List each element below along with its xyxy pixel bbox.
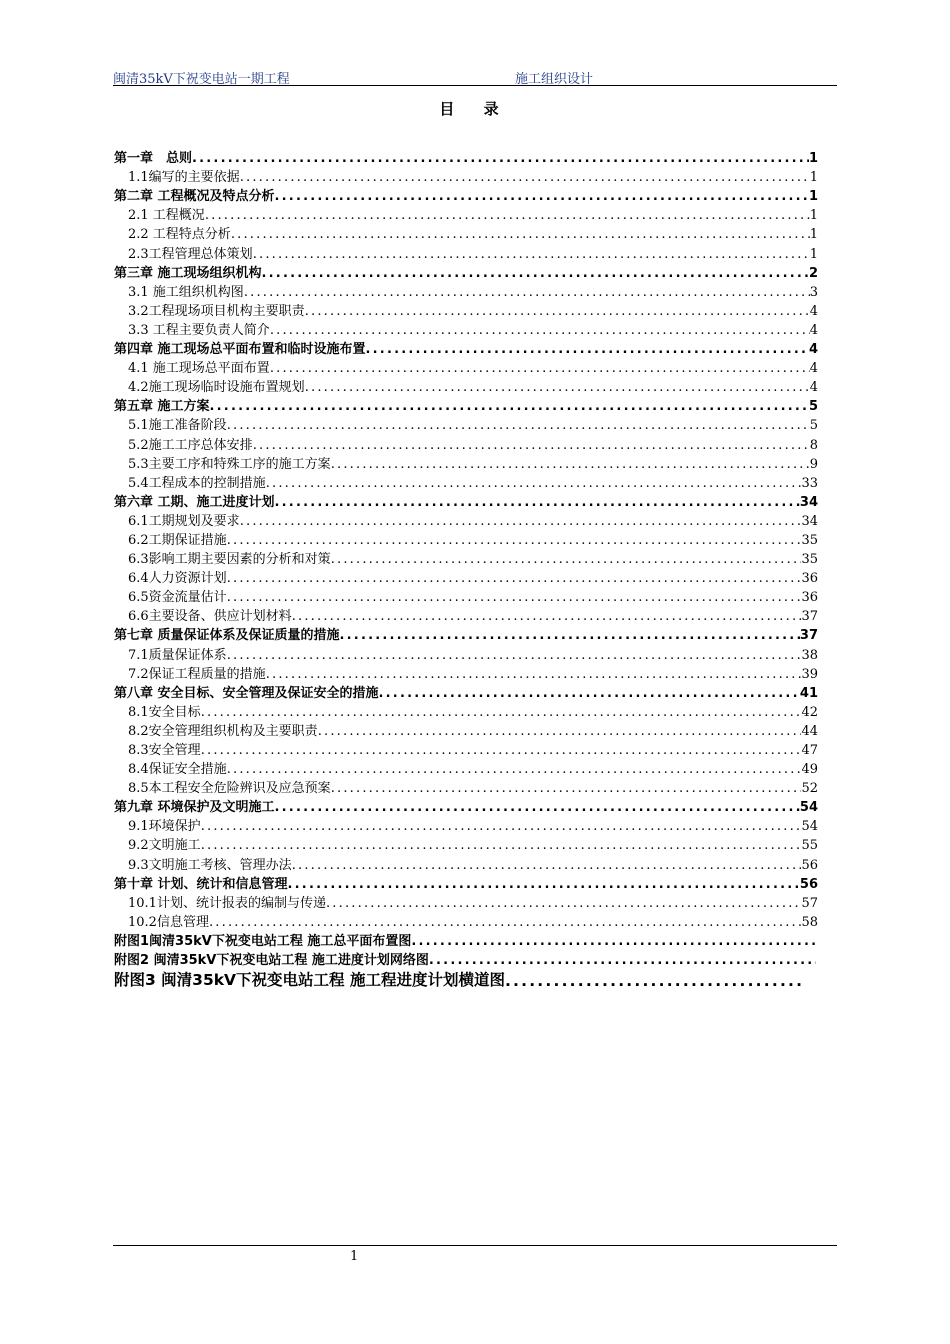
toc-entry-chapter[interactable]	[114, 395, 818, 414]
toc-entry-label: 4.1 施工现场总平面布置	[128, 361, 270, 377]
toc-entry-page: 37	[801, 609, 818, 625]
toc-entry-page: 1	[809, 227, 818, 243]
toc-entry-section[interactable]	[114, 567, 818, 586]
toc-entry-chapter[interactable]	[114, 873, 818, 892]
toc-entry-label: 6.3影响工期主要因素的分析和对策	[128, 552, 331, 568]
toc-entry-label: 第三章 施工现场组织机构	[114, 265, 262, 281]
toc-entry-section[interactable]	[114, 548, 818, 567]
toc-entry-page: 41	[799, 685, 818, 701]
toc-entry-section[interactable]	[114, 242, 818, 261]
toc-entry-label: 附图2 闽清35kV下祝变电站工程 施工进度计划网络图	[114, 953, 429, 969]
toc-entry-label: 9.3文明施工考核、管理办法	[128, 857, 292, 873]
toc-entry-chapter[interactable]	[114, 796, 818, 815]
toc-entry-label: 8.3安全管理	[128, 743, 201, 758]
toc-leader-dots	[227, 418, 810, 433]
toc-entry-page: 4	[809, 303, 818, 319]
toc-entry-chapter[interactable]	[114, 682, 818, 701]
toc-entry-section[interactable]	[114, 586, 818, 605]
toc-entry-label: 6.4人力资源计划	[128, 571, 227, 587]
page-header	[113, 67, 837, 86]
header-document-type: 施工组织设计	[515, 72, 594, 87]
toc-entry-section[interactable]	[114, 357, 818, 376]
toc-entry-label: 9.2文明施工	[128, 838, 201, 854]
toc-entry-section[interactable]	[114, 834, 818, 853]
toc-entry-page: 54	[801, 819, 818, 835]
toc-leader-dots	[505, 972, 804, 990]
toc-entry-section[interactable]	[114, 701, 818, 720]
toc-leader-dots	[253, 247, 810, 262]
toc-leader-dots	[340, 628, 800, 643]
toc-leader-dots	[209, 915, 802, 930]
toc-leader-dots	[240, 514, 802, 529]
toc-entry-label: 第八章 安全目标、安全管理及保证安全的措施	[114, 685, 379, 701]
toc-leader-dots	[411, 934, 816, 949]
toc-entry-label: 8.2安全管理组织机构及主要职责	[128, 723, 318, 739]
toc-leader-dots	[201, 705, 802, 720]
toc-entry-page: 47	[801, 743, 818, 758]
table-of-contents	[114, 147, 818, 990]
toc-entry-page: 1	[809, 170, 818, 186]
toc-entry-label: 3.2工程现场项目机构主要职责	[128, 303, 305, 319]
toc-leader-dots	[318, 724, 802, 739]
toc-entry-page: 4	[809, 380, 818, 396]
toc-entry-annex[interactable]	[114, 930, 816, 949]
toc-leader-dots	[205, 208, 810, 223]
toc-entry-page: 8	[809, 437, 818, 453]
toc-entry-section[interactable]	[114, 529, 818, 548]
toc-entry-page: 4	[809, 322, 818, 338]
toc-entry-chapter[interactable]	[114, 262, 818, 281]
toc-entry-label: 8.5本工程安全危险辨识及应急预案	[128, 781, 331, 797]
toc-entry-page: 4	[808, 342, 818, 358]
toc-entry-label: 附图3 闽清35kV下祝变电站工程 施工程进度计划横道图	[114, 971, 505, 990]
toc-leader-dots	[244, 285, 810, 300]
toc-entry-section[interactable]	[114, 720, 818, 739]
toc-entry-label: 4.2施工现场临时设施布置规划	[128, 380, 305, 396]
toc-entry-annex[interactable]	[114, 949, 816, 968]
toc-leader-dots	[331, 552, 802, 567]
toc-leader-dots	[331, 781, 802, 796]
toc-leader-dots	[240, 170, 810, 185]
toc-leader-dots	[292, 609, 802, 624]
toc-entry-page: 5	[809, 418, 818, 434]
toc-leader-dots	[210, 399, 809, 414]
toc-leader-dots	[305, 380, 810, 395]
toc-leader-dots	[201, 743, 802, 758]
toc-entry-section[interactable]	[114, 433, 818, 452]
toc-entry-section[interactable]	[114, 853, 818, 872]
toc-entry-label: 6.1工期规划及要求	[128, 513, 240, 529]
toc-leader-dots	[292, 858, 802, 873]
toc-entry-page: 36	[801, 571, 818, 587]
toc-entry-chapter[interactable]	[114, 185, 818, 204]
toc-entry-label: 3.3 工程主要负责人简介	[128, 322, 270, 338]
toc-entry-annex-last[interactable]	[114, 968, 804, 990]
toc-leader-dots	[379, 686, 800, 701]
toc-leader-dots	[227, 533, 802, 548]
toc-entry-page: 34	[801, 513, 818, 529]
header-project-name: 闽清35kV下祝变电站一期工程	[113, 72, 290, 87]
toc-entry-label: 第一章 总则	[114, 151, 193, 167]
toc-entry-label: 10.1计划、统计报表的编制与传递	[128, 895, 326, 911]
toc-entry-section[interactable]	[114, 319, 818, 338]
toc-entry-page: 57	[801, 895, 818, 911]
toc-entry-label: 10.2信息管理	[128, 914, 209, 930]
toc-entry-label: 6.5资金流量估计	[128, 590, 227, 606]
toc-entry-page: 5	[808, 399, 818, 415]
toc-entry-page: 35	[801, 552, 818, 568]
toc-entry-section[interactable]	[114, 414, 818, 433]
toc-leader-dots	[227, 762, 802, 777]
toc-entry-label: 第六章 工期、施工进度计划	[114, 494, 275, 510]
toc-entry-page: 36	[801, 590, 818, 606]
toc-leader-dots	[227, 590, 802, 605]
toc-entry-label: 7.1质量保证体系	[128, 647, 227, 663]
toc-entry-page: 1	[809, 246, 818, 262]
toc-entry-label: 8.1安全目标	[128, 704, 201, 720]
toc-entry-section[interactable]	[114, 643, 818, 662]
toc-leader-dots	[270, 361, 810, 376]
toc-entry-page: 33	[801, 475, 818, 491]
toc-entry-section[interactable]	[114, 166, 818, 185]
toc-leader-dots	[429, 953, 816, 968]
toc-entry-section[interactable]	[114, 281, 818, 300]
toc-entry-label: 3.1 施工组织机构图	[128, 284, 244, 300]
toc-entry-label: 第九章 环境保护及文明施工	[114, 800, 275, 816]
toc-entry-page: 2	[808, 265, 818, 281]
toc-entry-page: 55	[801, 838, 818, 854]
toc-entry-section[interactable]	[114, 739, 818, 758]
toc-entry-label: 第四章 施工现场总平面布置和临时设施布置	[114, 342, 366, 358]
toc-entry-section[interactable]	[114, 472, 818, 491]
toc-entry-label: 2.3工程管理总体策划	[128, 246, 253, 262]
toc-entry-section[interactable]	[114, 453, 818, 472]
toc-entry-page: 44	[801, 723, 818, 739]
toc-leader-dots	[326, 896, 802, 911]
toc-entry-page: 37	[799, 628, 818, 644]
toc-entry-page: 49	[801, 762, 818, 778]
toc-leader-dots	[275, 495, 800, 510]
toc-entry-page: 42	[801, 704, 818, 720]
toc-entry-label: 6.6主要设备、供应计划材料	[128, 609, 292, 625]
toc-entry-chapter[interactable]	[114, 491, 818, 510]
toc-entry-section[interactable]	[114, 777, 818, 796]
toc-entry-page: 56	[799, 876, 818, 892]
toc-entry-label: 附图1闽清35kV下祝变电站工程 施工总平面布置图	[114, 933, 412, 949]
toc-title: 目 录	[439, 100, 511, 118]
toc-entry-label: 第二章 工程概况及特点分析	[114, 189, 275, 205]
toc-leader-dots	[331, 457, 810, 472]
toc-leader-dots	[366, 342, 809, 357]
toc-leader-dots	[227, 571, 802, 586]
toc-entry-label: 6.2工期保证措施	[128, 532, 227, 548]
toc-leader-dots	[253, 438, 810, 453]
toc-entry-label: 8.4保证安全措施	[128, 762, 227, 778]
toc-entry-chapter[interactable]	[114, 338, 818, 357]
toc-entry-section[interactable]	[114, 376, 818, 395]
toc-entry-section[interactable]	[114, 204, 818, 223]
toc-entry-label: 第七章 质量保证体系及保证质量的措施	[114, 628, 340, 644]
toc-entry-section[interactable]	[114, 510, 818, 529]
toc-leader-dots	[275, 189, 809, 204]
toc-entry-page: 54	[799, 800, 818, 816]
toc-entry-label: 第十章 计划、统计和信息管理	[114, 876, 288, 892]
toc-entry-page: 4	[809, 361, 818, 377]
toc-leader-dots	[201, 838, 802, 853]
toc-leader-dots	[275, 800, 800, 815]
toc-entry-page: 1	[808, 151, 818, 167]
toc-leader-dots	[266, 476, 802, 491]
toc-entry-chapter[interactable]	[114, 624, 818, 643]
toc-leader-dots	[192, 151, 809, 166]
toc-entry-label: 2.1 工程概况	[128, 208, 205, 224]
toc-entry-chapter[interactable]	[114, 147, 818, 166]
toc-entry-label: 9.1环境保护	[128, 819, 201, 835]
toc-entry-label: 第五章 施工方案	[114, 399, 210, 415]
toc-entry-label: 5.3主要工序和特殊工序的施工方案	[128, 456, 331, 472]
toc-leader-dots	[288, 877, 800, 892]
page-number: 1	[350, 1249, 359, 1264]
toc-entry-page: 1	[809, 208, 818, 224]
toc-entry-page: 39	[801, 666, 818, 682]
toc-leader-dots	[270, 323, 810, 338]
toc-entry-section[interactable]	[114, 815, 818, 834]
toc-entry-page: 38	[801, 647, 818, 663]
toc-entry-section[interactable]	[114, 605, 818, 624]
toc-entry-page: 35	[801, 532, 818, 548]
toc-entry-section[interactable]	[114, 911, 818, 930]
toc-entry-page: 3	[809, 284, 818, 300]
toc-leader-dots	[231, 227, 810, 242]
toc-entry-section[interactable]	[114, 892, 818, 911]
toc-entry-page: 52	[801, 781, 818, 797]
toc-entry-section[interactable]	[114, 758, 818, 777]
toc-leader-dots	[266, 667, 802, 682]
toc-entry-label: 5.2施工工序总体安排	[128, 437, 253, 453]
toc-entry-label: 7.2保证工程质量的措施	[128, 666, 266, 682]
toc-entry-page: 1	[808, 189, 818, 205]
toc-entry-label: 1.1编写的主要依据	[128, 170, 240, 186]
toc-entry-section[interactable]	[114, 663, 818, 682]
toc-entry-section[interactable]	[114, 223, 818, 242]
toc-leader-dots	[305, 304, 810, 319]
toc-leader-dots	[201, 819, 802, 834]
toc-entry-page: 34	[799, 494, 818, 510]
toc-leader-dots	[262, 266, 809, 281]
toc-entry-page: 9	[809, 456, 818, 472]
toc-leader-dots	[227, 648, 802, 663]
toc-entry-label: 5.4工程成本的控制措施	[128, 475, 266, 491]
toc-entry-label: 5.1施工准备阶段	[128, 418, 227, 434]
toc-entry-page: 56	[801, 857, 818, 873]
toc-entry-page: 58	[801, 914, 818, 930]
toc-entry-section[interactable]	[114, 300, 818, 319]
toc-entry-label: 2.2 工程特点分析	[128, 227, 231, 243]
footer-divider	[113, 1245, 837, 1246]
